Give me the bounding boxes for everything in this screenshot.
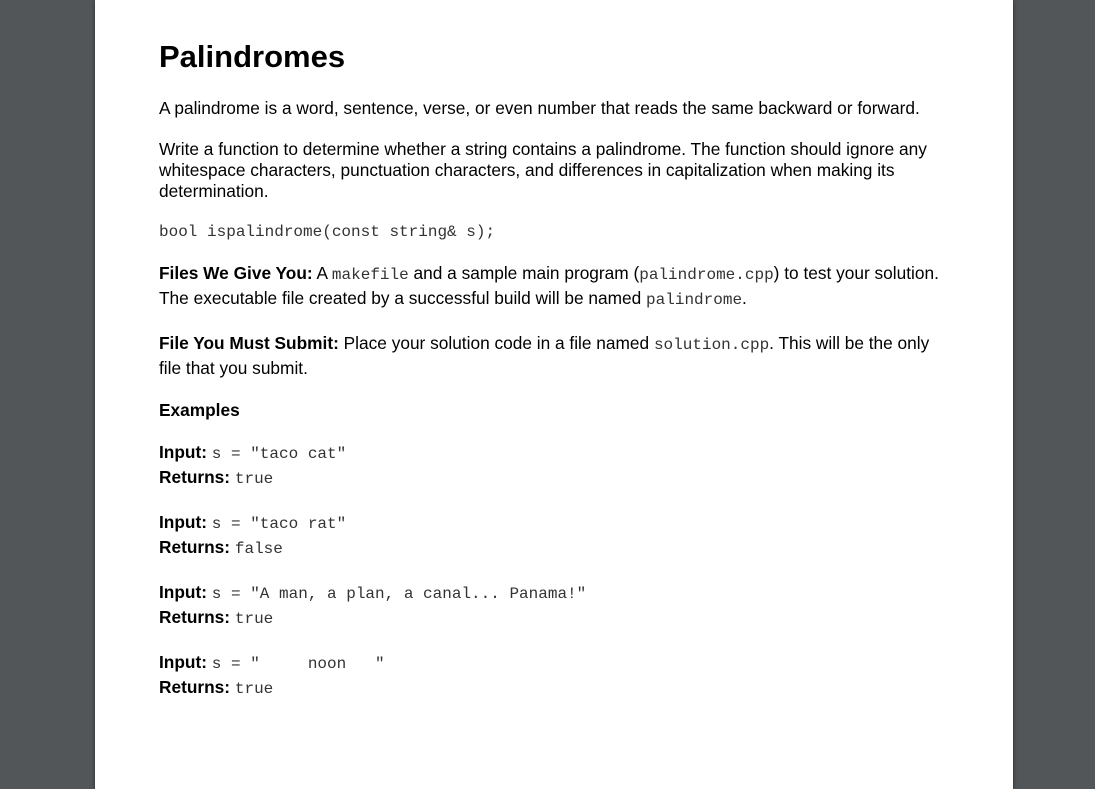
examples-heading: Examples — [159, 400, 240, 420]
files-given-text-3: ) to test your solution. The executable file created by a successful build will be named — [159, 263, 939, 308]
files-given-text-1: A — [312, 263, 332, 283]
file-submit-text-2: . This will be the only file that you submit. — [159, 333, 930, 378]
example-input: s = "A man, a plan, a canal... Panama!" — [211, 585, 587, 603]
input-label: Input: — [159, 442, 207, 462]
files-given-text-2: and a sample main program ( — [408, 263, 640, 283]
function-signature: bool ispalindrome(const string& s); — [159, 223, 496, 241]
example-3 — [159, 581, 949, 631]
input-label: Input: — [159, 512, 207, 532]
task-paragraph: Write a function to determine whether a string contains a palindrome. The function should ignore any whitespace characters, punctuation characters, and differences in capitalization when making its determination. — [159, 139, 927, 201]
intro-paragraph: A palindrome is a word, sentence, verse, or even number that reads the same backward or forward. — [159, 98, 920, 118]
example-input: s = " noon " — [211, 655, 385, 673]
example-returns: true — [234, 470, 274, 488]
returns-label: Returns: — [159, 467, 231, 487]
example-input: s = "taco cat" — [211, 445, 347, 463]
page-title: Palindromes — [159, 39, 346, 74]
returns-label: Returns: — [159, 607, 231, 627]
files-given-paragraph — [159, 262, 949, 312]
files-given-text-4: . — [742, 288, 747, 308]
file-submit-paragraph — [159, 332, 949, 380]
example-2 — [159, 511, 949, 561]
example-returns: true — [234, 680, 274, 698]
input-label: Input: — [159, 652, 207, 672]
example-input: s = "taco rat" — [211, 515, 347, 533]
file-submit-label: File You Must Submit: — [159, 333, 339, 353]
file-submit-text-1: Place your solution code in a file named — [338, 333, 654, 353]
example-4 — [159, 651, 949, 701]
returns-label: Returns: — [159, 537, 231, 557]
document-page — [95, 0, 1013, 789]
makefile-code: makefile — [331, 266, 409, 284]
example-1 — [159, 441, 949, 491]
input-label: Input: — [159, 582, 207, 602]
executable-code: palindrome — [646, 291, 743, 309]
page-content — [159, 38, 949, 721]
returns-label: Returns: — [159, 677, 231, 697]
files-given-label: Files We Give You: — [159, 263, 313, 283]
main-program-code: palindrome.cpp — [639, 266, 774, 284]
solution-file-code: solution.cpp — [653, 336, 770, 354]
example-returns: false — [234, 540, 283, 558]
example-returns: true — [234, 610, 274, 628]
